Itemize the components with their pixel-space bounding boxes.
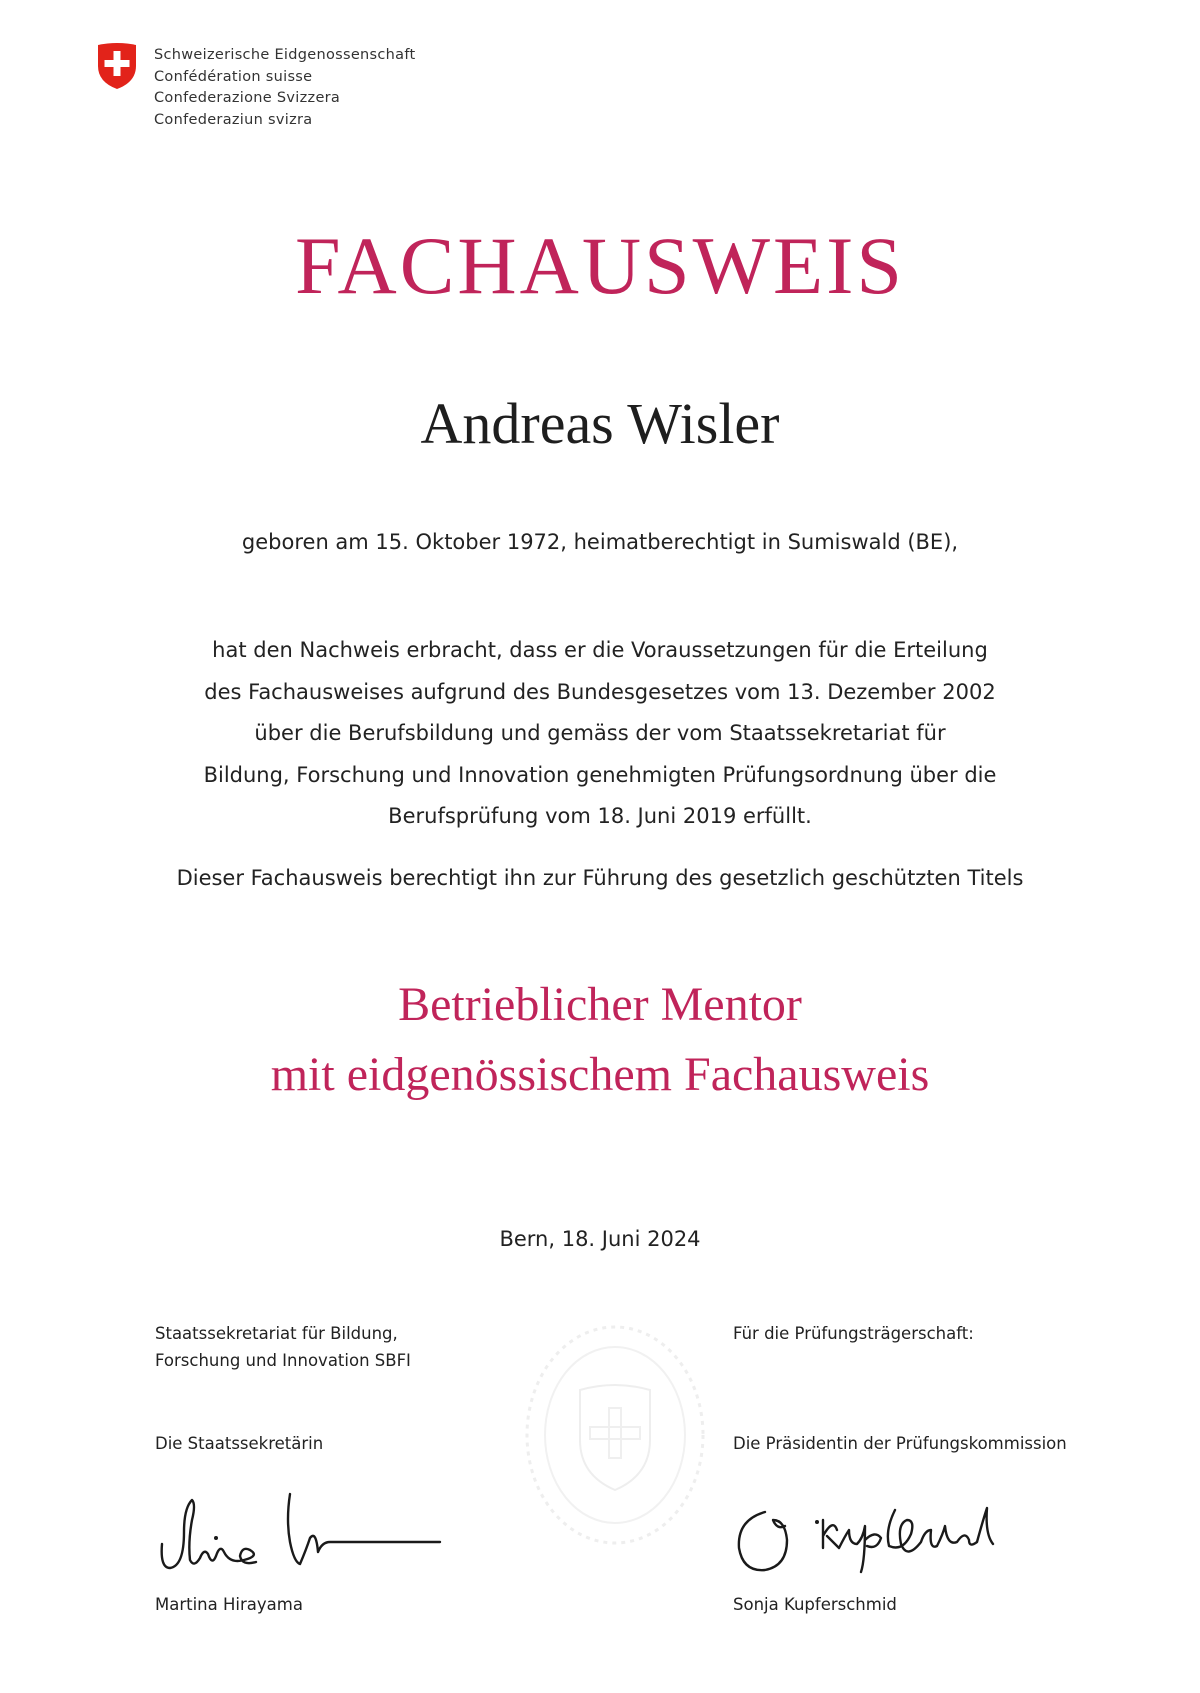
body-line: Berufsprüfung vom 18. Juni 2019 erfüllt. [388,804,812,828]
certification-body [0,630,1200,838]
embossed-seal-icon [520,1320,710,1550]
left-signatory-org [155,1320,411,1374]
degree-line: Betrieblicher Mentor [398,978,802,1031]
place-date: Bern, 18. Juni 2024 [499,1227,701,1251]
swiss-cross-shield-icon [96,42,138,90]
body-line: Bildung, Forschung und Innovation genehmigten Prüfungsordnung über die [203,762,997,787]
body-line: des Fachausweises aufgrund des Bundesgesetzes vom 13. Dezember 2002 [204,679,996,704]
body-line: hat den Nachweis erbracht, dass er die Voraussetzungen für die Erteilung [212,638,988,662]
degree-line: mit eidgenössischem Fachausweis [270,1048,930,1101]
right-signature-icon [725,1490,1025,1590]
body-line: über die Berufsbildung und gemäss der vom Staatssekretariat für [254,721,946,745]
right-signatory-name: Sonja Kupferschmid [733,1595,897,1614]
confederation-names [154,45,415,131]
left-org-line: Staatssekretariat für Bildung, [155,1324,398,1343]
left-org-line: Forschung und Innovation SBFI [155,1351,411,1370]
confederation-name-rm: Confederaziun svizra [154,111,313,128]
entitlement-line: Dieser Fachausweis berechtigt ihn zur Führung des gesetzlich geschützten Titels [176,866,1024,890]
left-signature-icon [150,1480,450,1580]
right-signatory-org: Für die Prüfungsträgerschaft: [733,1324,974,1343]
degree-title [0,970,1200,1110]
federal-header [96,42,415,131]
holder-name: Andreas Wisler [420,391,780,456]
document-title: FACHAUSWEIS [294,220,906,311]
birth-line: geboren am 15. Oktober 1972, heimatberechtigt in Sumiswald (BE), [241,530,959,554]
left-signatory-name: Martina Hirayama [155,1595,303,1614]
right-signatory-role: Die Präsidentin der Prüfungskommission [733,1434,1067,1453]
confederation-name-de: Schweizerische Eidgenossenschaft [154,47,416,63]
left-signatory-role: Die Staatssekretärin [155,1434,324,1453]
confederation-name-it: Confederazione Svizzera [154,90,341,106]
confederation-name-fr: Confédération suisse [154,68,313,85]
